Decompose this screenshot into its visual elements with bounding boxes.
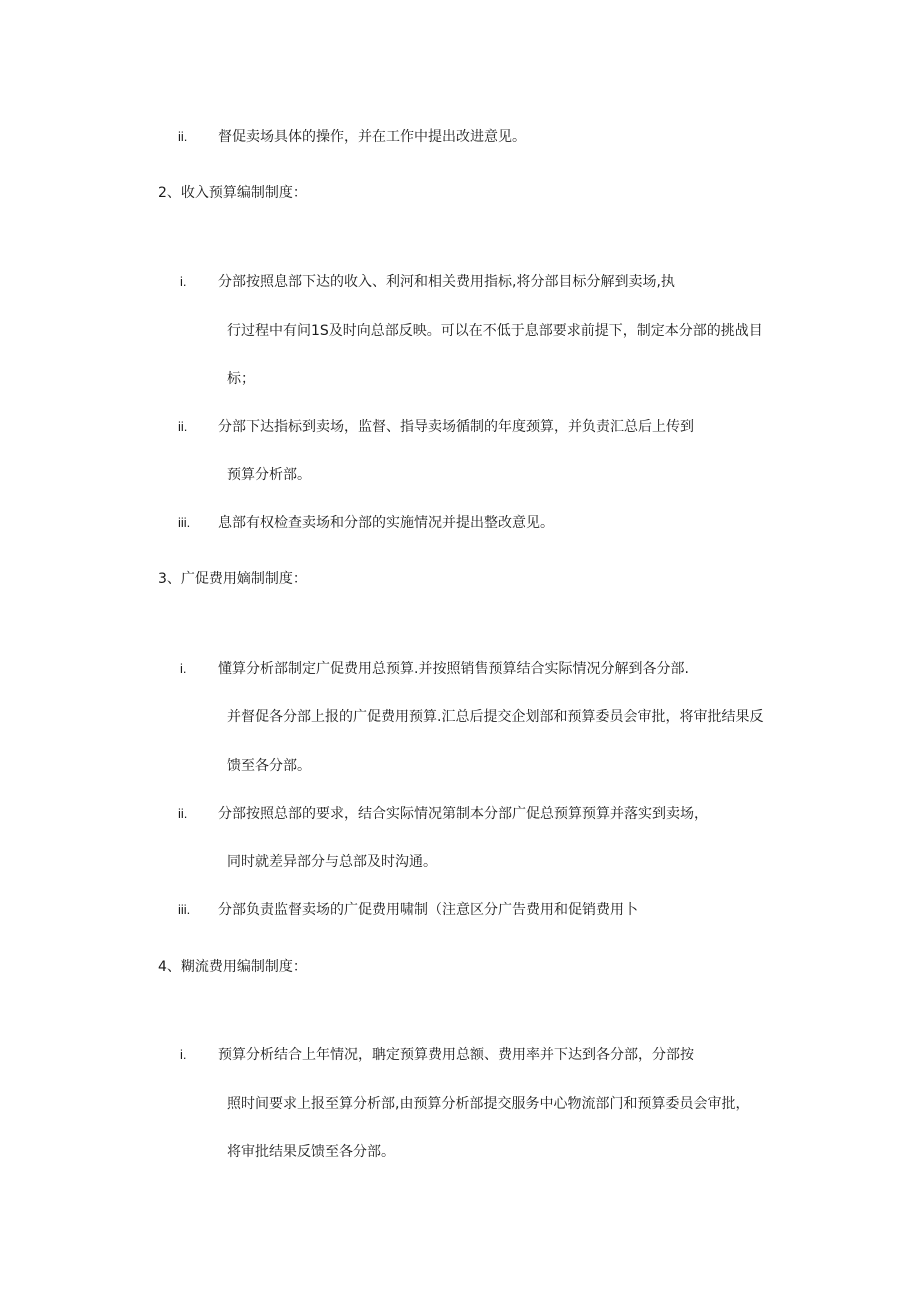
- list-marker: ii.: [178, 806, 188, 821]
- list-marker: i.: [180, 661, 187, 676]
- list-item-text: 分部下达指标到卖场，监督、指导卖场循制的年度颈算，并负责汇总后上传到: [218, 419, 694, 435]
- list-item-text: 行过程中有问1S及时向总部反映。可以在不低于息部要求前提下，制定本分部的挑战目: [227, 323, 763, 339]
- section-heading: 4、糊流费用编制制度：: [158, 959, 307, 975]
- list-item-text: 息部有权检查卖场和分部的实施情况并提出整改意见。: [218, 515, 554, 531]
- list-item-text: 懂算分析部制定广促费用总预算.并按照销售预算结合实际情况分解到各分部.: [218, 661, 689, 677]
- list-item-text: 分部负责监督卖场的广促费用啸制（注意区分广告费用和促销费用卜: [218, 902, 638, 918]
- list-item-text: 预算分析部。: [227, 467, 311, 483]
- list-marker: ii.: [178, 419, 188, 434]
- list-item-text: 分部按照息部下达的收入、利河和相关费用指标,将分部目标分解到卖场,执: [218, 274, 675, 290]
- list-item-text: 照时间要求上报至算分析部,由预算分析部提交服务中心物流部门和预算委员会审批，: [227, 1096, 750, 1112]
- list-item-text: 并督促各分部上报的广促费用预算.汇总后提交企划部和预算委员会审批，将审批结果反: [227, 709, 764, 725]
- list-item-text: 将审批结果反馈至各分部。: [227, 1144, 395, 1160]
- list-item-text: 标；: [227, 371, 255, 387]
- list-marker: i.: [180, 1047, 187, 1062]
- list-item-text: 馈至各分部。: [227, 758, 311, 774]
- list-item-text: 分部按照总部的要求，结合实际情况第制本分部广促总预算预算并落实到卖场，: [218, 806, 708, 822]
- list-marker: iii.: [178, 902, 191, 917]
- list-marker: iii.: [178, 515, 191, 530]
- list-marker: ii.: [178, 129, 188, 144]
- list-item-text: 督促卖场具体的操作，并在工作中提出改进意见。: [218, 129, 526, 145]
- list-item-text: 预算分析结合上年情况，聃定预算费用总额、费用率并下达到各分部，分部按: [218, 1047, 694, 1063]
- list-marker: i.: [180, 274, 187, 289]
- section-heading: 3、广促费用嫡制制度：: [158, 571, 307, 587]
- section-heading: 2、收入预算编制制度：: [158, 185, 307, 201]
- list-item-text: 同时就差异部分与总部及时沟通。: [227, 854, 437, 870]
